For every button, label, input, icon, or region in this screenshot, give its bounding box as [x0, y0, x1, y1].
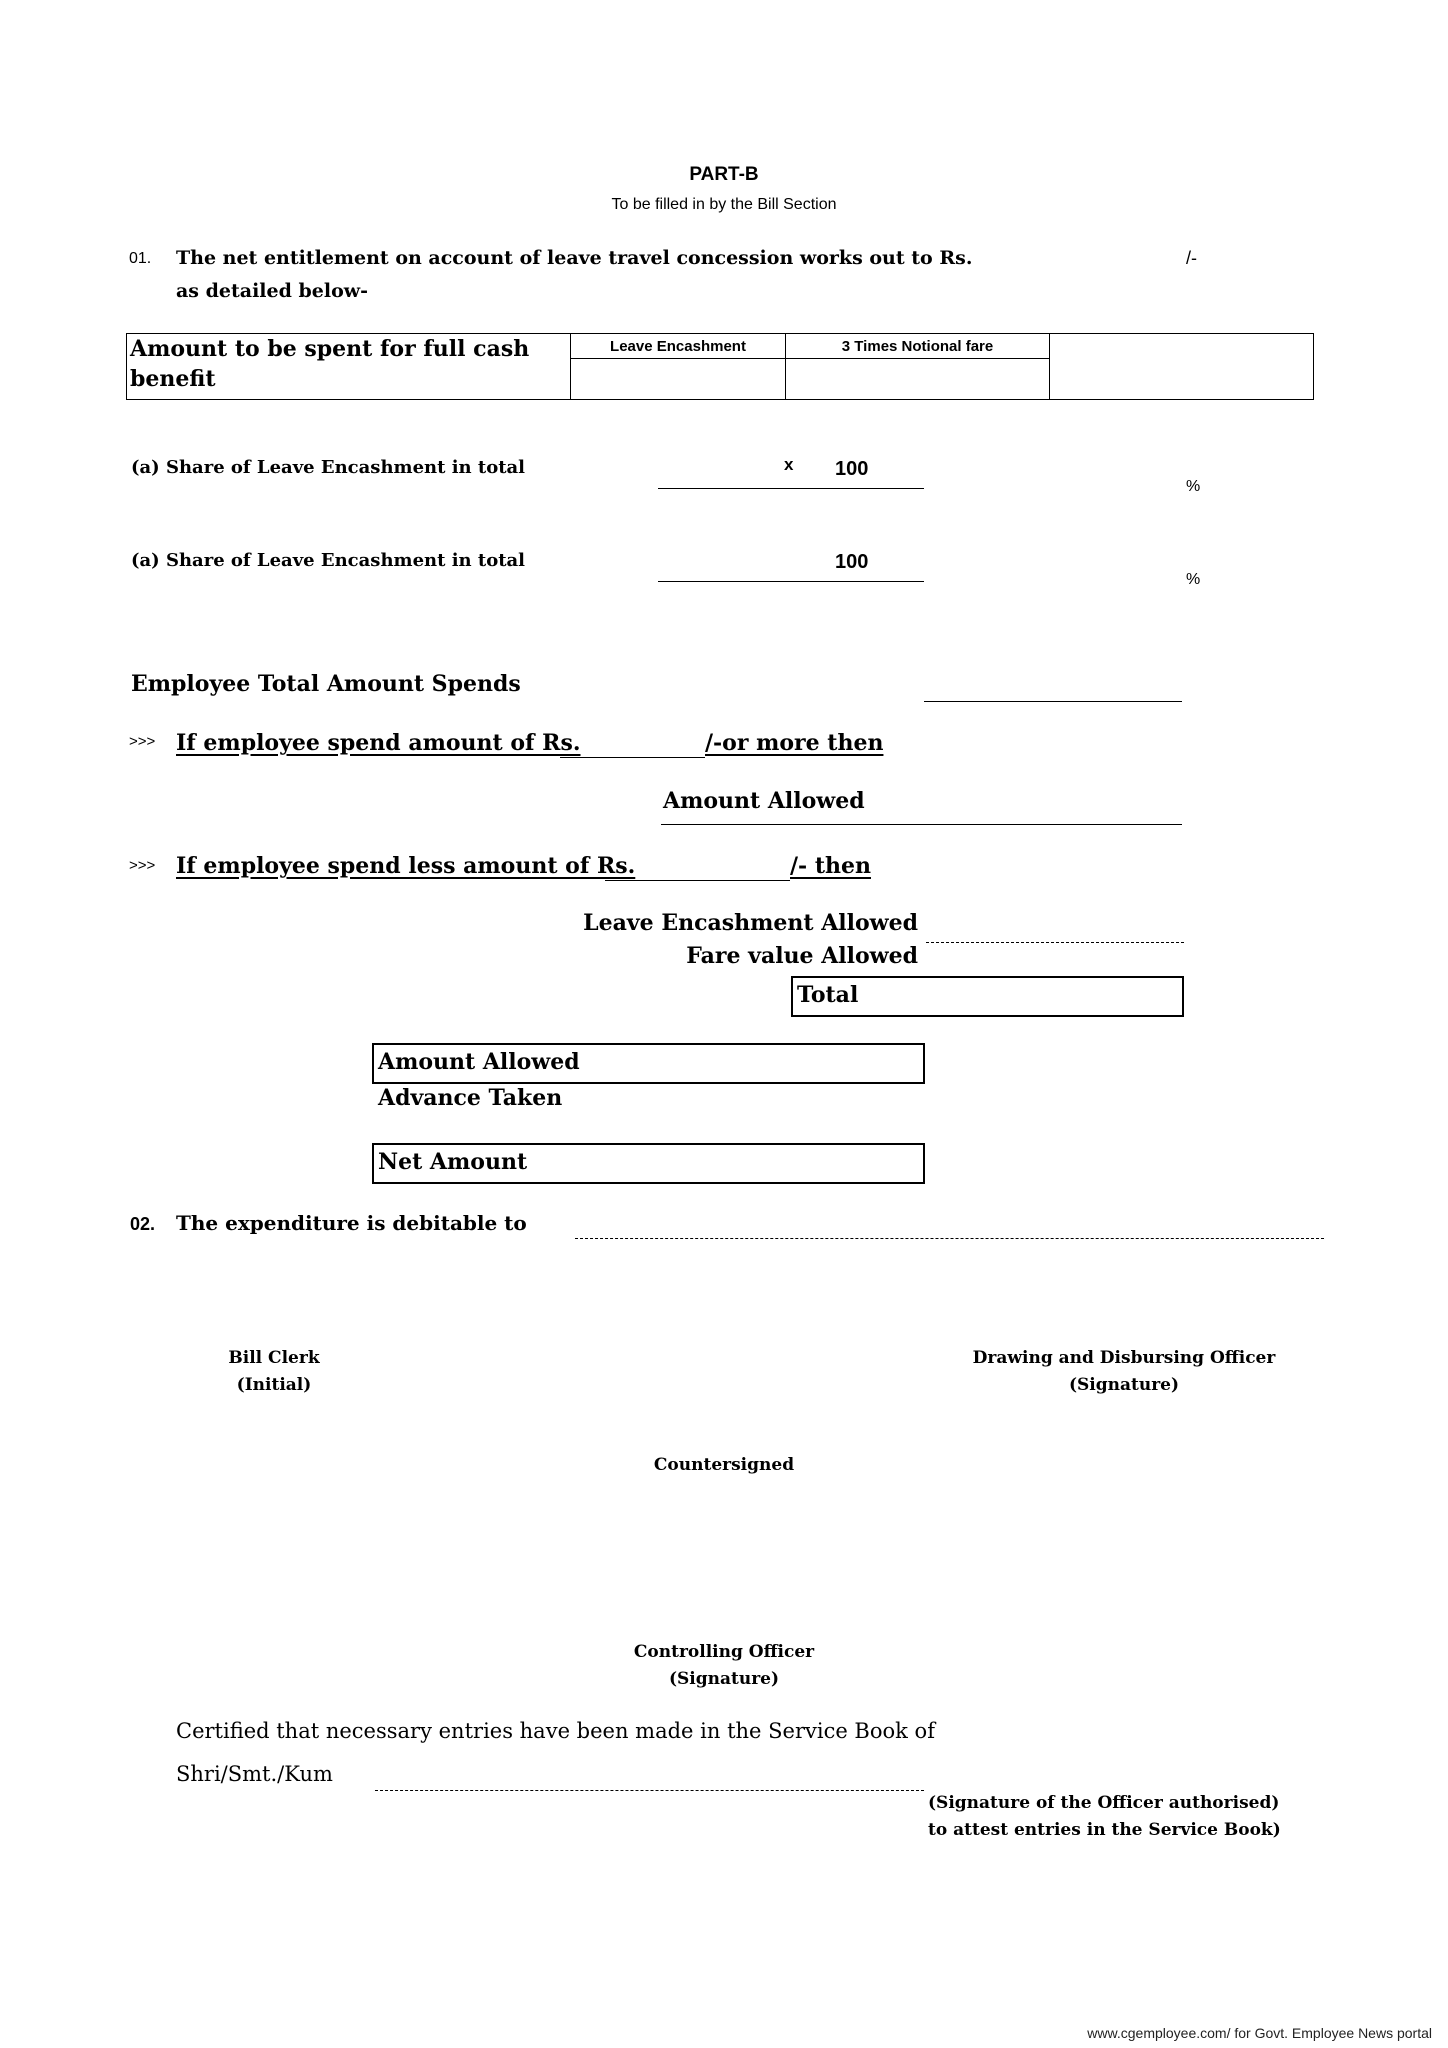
share-row-2-unit: % — [1186, 571, 1201, 588]
bill-clerk-note: (Initial) — [236, 1375, 312, 1395]
multiply-symbol: x — [784, 455, 794, 474]
expenditure-head-field[interactable] — [575, 1238, 1324, 1239]
amount-table-label: Amount to be spent for full cash benefit — [127, 334, 571, 400]
certification-text: Certified that necessary entries have been made in the Service Book of — [176, 1719, 935, 1743]
amount-allowed-field[interactable] — [661, 824, 1182, 825]
more-condition-prefix: If employee spend amount of Rs. — [176, 730, 581, 756]
item-02-number: 02. — [130, 1214, 156, 1234]
employee-total-spend-field[interactable] — [924, 701, 1182, 702]
more-condition-suffix: /-or more then — [705, 730, 884, 756]
amount-allowed-box[interactable] — [372, 1043, 925, 1084]
page-subtitle: To be filled in by the Bill Section — [611, 196, 837, 213]
leave-encashment-allowed-field[interactable] — [926, 942, 1184, 943]
advance-taken-label: Advance Taken — [378, 1085, 563, 1111]
item-01-number: 01. — [129, 250, 152, 267]
amount-table-total-cell[interactable] — [1050, 334, 1314, 400]
item-02-text: The expenditure is debitable to — [176, 1211, 527, 1235]
leave-encashment-value-cell[interactable] — [571, 359, 786, 400]
net-amount-box[interactable] — [372, 1143, 925, 1184]
controlling-officer-title: Controlling Officer — [633, 1642, 815, 1662]
ddo-note: (Signature) — [1068, 1375, 1180, 1395]
bullet-marker: >>> — [129, 857, 156, 874]
share-row-2-label: (a) Share of Leave Encashment in total — [131, 550, 526, 571]
share-row-2-fraction-line — [658, 581, 924, 582]
amount-allowed-label: Amount Allowed — [663, 788, 865, 814]
bullet-marker: >>> — [129, 733, 156, 750]
employee-total-spend-label: Employee Total Amount Spends — [131, 671, 521, 697]
employee-name-field[interactable] — [375, 1790, 924, 1791]
total-box[interactable] — [791, 976, 1184, 1017]
controlling-officer-note: (Signature) — [668, 1669, 780, 1689]
net-amount-label: Net Amount — [378, 1149, 528, 1175]
attesting-officer-line1: (Signature of the Officer authorised) — [928, 1793, 1280, 1813]
less-condition-suffix: /- then — [790, 853, 871, 879]
name-prefix-label: Shri/Smt./Kum — [176, 1762, 333, 1786]
attesting-officer-line2: to attest entries in the Service Book) — [928, 1820, 1281, 1840]
less-condition-amount-field[interactable] — [605, 880, 790, 881]
countersigned-label: Countersigned — [653, 1455, 795, 1475]
share-row-1-fraction-line — [658, 488, 924, 489]
amount-table — [126, 333, 1314, 400]
notional-fare-value-cell[interactable] — [786, 359, 1050, 400]
column-header-leave-encashment: Leave Encashment — [571, 334, 786, 359]
share-row-1-factor: 100 — [835, 458, 869, 480]
more-condition-amount-field[interactable] — [560, 757, 705, 758]
page-title: PART-B — [689, 164, 759, 185]
share-row-1-label: (a) Share of Leave Encashment in total — [131, 457, 526, 478]
bill-clerk-title: Bill Clerk — [228, 1348, 320, 1368]
share-row-2-factor: 100 — [835, 551, 869, 573]
item-01-text: The net entitlement on account of leave travel concession works out to Rs. — [176, 247, 973, 269]
less-condition-prefix: If employee spend less amount of Rs. — [176, 853, 636, 879]
amount-allowed-box-label: Amount Allowed — [378, 1049, 580, 1075]
column-header-notional-fare: 3 Times Notional fare — [786, 334, 1050, 359]
footer-watermark: www.cgemployee.com/ for Govt. Employee News portal — [1087, 2025, 1432, 2041]
fare-value-allowed-label: Fare value Allowed — [686, 943, 918, 969]
item-01-text-line2: as detailed below- — [176, 280, 369, 302]
total-label: Total — [797, 982, 859, 1008]
share-row-1-unit: % — [1186, 478, 1201, 495]
ddo-title: Drawing and Disbursing Officer — [972, 1348, 1276, 1368]
item-01-suffix: /- — [1186, 248, 1197, 268]
leave-encashment-allowed-label: Leave Encashment Allowed — [583, 910, 918, 936]
